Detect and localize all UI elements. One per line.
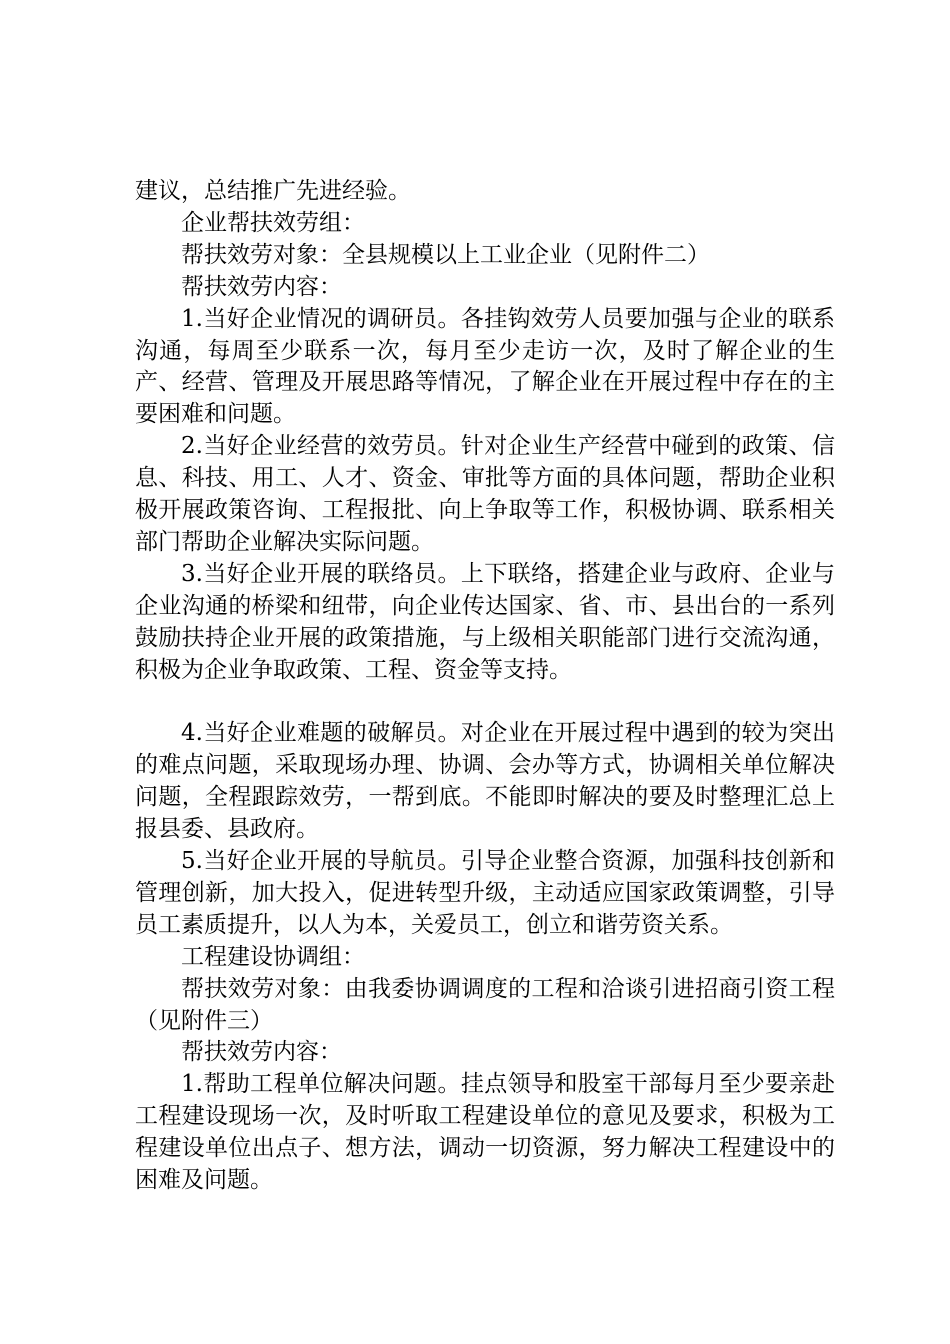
paragraph-item-1: 1.当好企业情况的调研员。各挂钩效劳人员要加强与企业的联系沟通，每周至少联系一次，每月至少走访一次，及时了解企业的生产、经营、管理及开展思路等情况，了解企业在开展过程中存在的主要困难和问题。 (135, 305, 835, 428)
paragraph-continuation: 建议，总结推广先进经验。 (135, 178, 411, 204)
document-body (135, 176, 835, 1197)
paragraph-project-service-target: 帮扶效劳对象：由我委协调调度的工程和洽谈引进招商引资工程（见附件三） (135, 975, 835, 1034)
paragraph-item-5: 5.当好企业开展的导航员。引导企业整合资源，加强科技创新和管理创新，加大投入，促进转型升级，主动适应国家政策调整，引导员工素质提升，以人为本，关爱员工，创立和谐劳资关系。 (135, 848, 835, 938)
paragraph-service-content-label: 帮扶效劳内容： (181, 273, 342, 300)
paragraph-item-2: 2.当好企业经营的效劳员。针对企业生产经营中碰到的政策、信息、科技、用工、人才、资金、审批等方面的具体问题，帮助企业积极开展政策咨询、工程报批、向上争取等工作，积极协调、联系相关部门帮助企业解决实际问题。 (135, 433, 835, 555)
paragraph-service-target: 帮扶效劳对象：全县规模以上工业企业（见附件二） (181, 241, 710, 268)
paragraph-item-3: 3.当好企业开展的联络员。上下联络，搭建企业与政府、企业与企业沟通的桥梁和纽带，向企业传达国家、省、市、县出台的一系列鼓励扶持企业开展的政策措施，与上级相关职能部门进行交流沟通，积极为企业争取政策、工程、资金等支持。 (135, 560, 835, 683)
heading-project-coordination-group: 工程建设协调组： (181, 943, 365, 970)
paragraph-project-item-1: 1.帮助工程单位解决问题。挂点领导和股室干部每月至少要亲赴工程建设现场一次，及时听取工程建设单位的意见及要求，积极为工程建设单位出点子、想方法，调动一切资源，努力解决工程建设中的困难及问题。 (135, 1071, 835, 1194)
heading-enterprise-service-group: 企业帮扶效劳组： (181, 209, 365, 236)
paragraph-item-4: 4.当好企业难题的破解员。对企业在开展过程中遇到的较为突出的难点问题，采取现场办理、协调、会办等方式，协调相关单位解决问题，全程跟踪效劳，一帮到底。不能即时解决的要及时整理汇总上报县委、县政府。 (135, 720, 835, 843)
paragraph-project-service-content-label: 帮扶效劳内容： (181, 1039, 342, 1066)
